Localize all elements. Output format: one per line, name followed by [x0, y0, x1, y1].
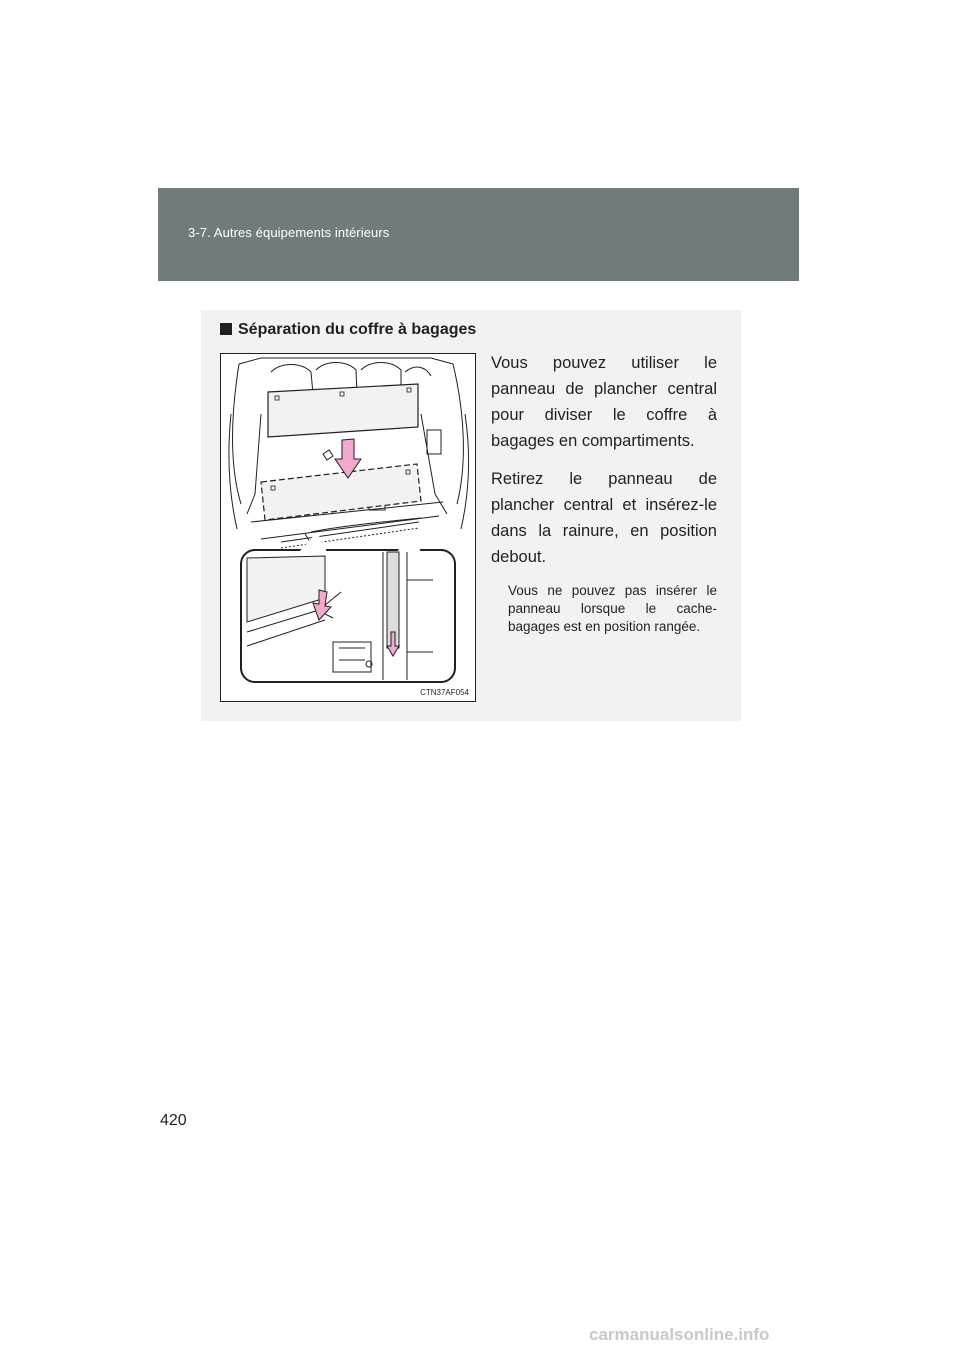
paragraph-2: Retirez le panneau de plancher central et insérez-le dans la rainure, en position debout.: [491, 470, 717, 566]
paragraph-1: Vous pouvez utiliser le panneau de plancher central pour diviser le coffre à bagages en compartiments.: [491, 354, 717, 450]
square-bullet-icon: [220, 323, 232, 335]
section-title-text: Séparation du coffre à bagages: [238, 321, 477, 338]
section-header: 3-7. Autres équipements intérieurs: [188, 225, 390, 240]
watermark: carmanualsonline.info: [589, 1325, 770, 1344]
figure-code: CTN37AF054: [420, 688, 469, 697]
section-title: [220, 321, 476, 339]
page-number: 420: [160, 1112, 187, 1129]
content-box: [201, 310, 741, 721]
cargo-separation-illustration: [220, 353, 476, 702]
note-text: Vous ne pouvez pas insérer le panneau lorsque le cache-bagages est en position rangée.: [508, 583, 717, 634]
header-band: [158, 188, 799, 281]
text-column: [491, 350, 717, 636]
illustration-svg: [221, 354, 475, 701]
